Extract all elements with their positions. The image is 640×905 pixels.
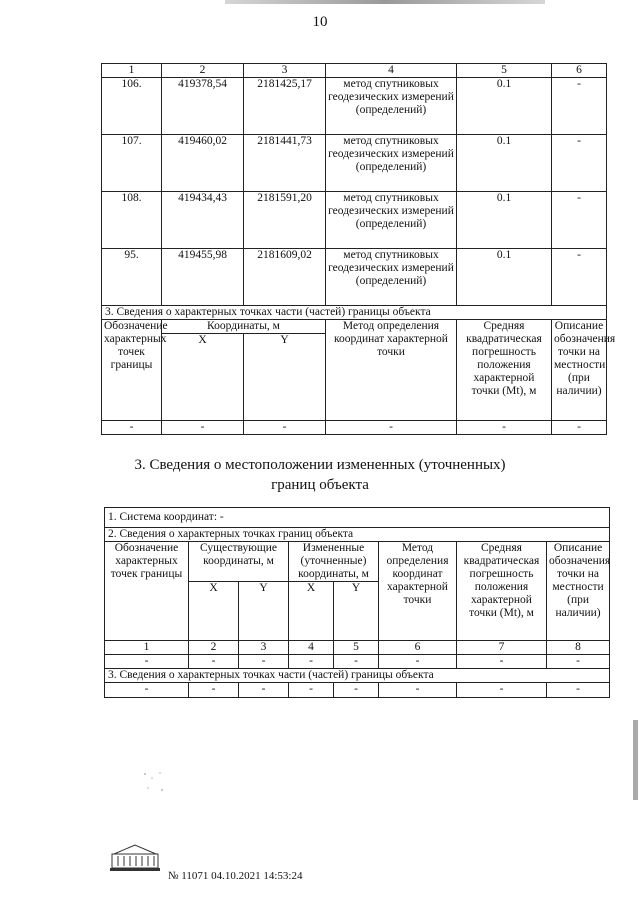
column-numbers-row	[102, 64, 607, 78]
dash-cell: -	[457, 683, 547, 698]
dash-cell: -	[547, 683, 610, 698]
header-row	[102, 320, 607, 334]
scan-edge-right	[633, 720, 638, 800]
mt-value: 0.1	[457, 192, 552, 249]
section-title-row	[105, 528, 610, 542]
dash-cell: -	[162, 421, 244, 435]
desc: -	[552, 78, 607, 135]
x-coord: 419460,02	[162, 135, 244, 192]
dash-cell: -	[289, 655, 334, 669]
method: метод спутниковых геодезических измерений (определений)	[326, 135, 457, 192]
header-coords: Координаты, м	[162, 320, 326, 334]
dash-cell: -	[457, 655, 547, 669]
dash-cell: -	[244, 421, 326, 435]
desc: -	[552, 192, 607, 249]
header-point: Обозначение характерных точек границы	[105, 542, 189, 641]
dash-cell: -	[289, 683, 334, 698]
dash-cell: -	[102, 421, 162, 435]
point-number: 108.	[102, 192, 162, 249]
changed-boundaries-table	[104, 507, 610, 698]
dash-cell: -	[326, 421, 457, 435]
point-number: 95.	[102, 249, 162, 306]
section-title-row	[105, 669, 610, 683]
desc: -	[552, 249, 607, 306]
header-desc: Описание обозначения точки на местности (при наличии)	[552, 320, 607, 421]
point-number: 107.	[102, 135, 162, 192]
header-desc: Описание обозначения точки на местности (при наличии)	[547, 542, 610, 641]
dash-cell: -	[239, 683, 289, 698]
header-x2: X	[289, 582, 334, 641]
x-coord: 419434,43	[162, 192, 244, 249]
x-coord: 419378,54	[162, 78, 244, 135]
table-row	[102, 192, 607, 249]
col-num: 2	[189, 641, 239, 655]
mt-value: 0.1	[457, 135, 552, 192]
dash-cell: -	[105, 683, 189, 698]
dash-cell: -	[457, 421, 552, 435]
mt-value: 0.1	[457, 78, 552, 135]
dash-cell: -	[189, 655, 239, 669]
method: метод спутниковых геодезических измерений (определений)	[326, 192, 457, 249]
page-number: 10	[312, 14, 328, 30]
col-num: 4	[289, 641, 334, 655]
dash-cell: -	[334, 655, 379, 669]
heading-text: 3. Сведения о местоположении измененных (уточненных) границ объекта	[134, 457, 506, 493]
header-row	[105, 542, 610, 582]
dash-cell: -	[379, 655, 457, 669]
header-method: Метод определения координат характерной точки	[326, 320, 457, 421]
header-y2: Y	[334, 582, 379, 641]
header-mt: Средняя квадратическая погрешность положения характерной точки (Mt), м	[457, 542, 547, 641]
col-num: 8	[547, 641, 610, 655]
table-row	[102, 249, 607, 306]
coord-system: 1. Система координат: -	[105, 508, 610, 528]
header-changed: Измененные (уточненные) координаты, м	[289, 542, 379, 582]
col-num: 6	[552, 64, 607, 78]
dash-cell: -	[105, 655, 189, 669]
dash-cell: -	[379, 683, 457, 698]
desc: -	[552, 135, 607, 192]
col-num: 1	[102, 64, 162, 78]
table-row	[105, 683, 610, 698]
col-num: 5	[457, 64, 552, 78]
col-num: 3	[244, 64, 326, 78]
table-row	[102, 135, 607, 192]
col-num: 6	[379, 641, 457, 655]
dash-cell: -	[239, 655, 289, 669]
scan-edge	[225, 0, 545, 4]
header-mt: Средняя квадратическая погрешность положения характерной точки (Mt), м	[457, 320, 552, 421]
col-num: 7	[457, 641, 547, 655]
section-title-row	[102, 306, 607, 320]
col-num: 2	[162, 64, 244, 78]
col-num: 4	[326, 64, 457, 78]
header-method: Метод определения координат характерной точки	[379, 542, 457, 641]
method: метод спутниковых геодезических измерений (определений)	[326, 249, 457, 306]
table-row	[102, 421, 607, 435]
x-coord: 419455,98	[162, 249, 244, 306]
table-row	[105, 655, 610, 669]
header-y1: Y	[239, 582, 289, 641]
building-stamp-icon	[106, 842, 164, 872]
y-coord: 2181441,73	[244, 135, 326, 192]
y-coord: 2181425,17	[244, 78, 326, 135]
mt-value: 0.1	[457, 249, 552, 306]
boundary-points-table	[101, 63, 616, 435]
header-y: Y	[244, 334, 326, 421]
section3-title: 3. Сведения о характерных точках части (частей) границы объекта	[105, 669, 610, 683]
col-num: 1	[105, 641, 189, 655]
col-num: 3	[239, 641, 289, 655]
section2-title: 2. Сведения о характерных точках границ объекта	[105, 528, 610, 542]
table-row	[102, 78, 607, 135]
y-coord: 2181591,20	[244, 192, 326, 249]
header-existing: Существующие координаты, м	[189, 542, 289, 582]
dash-cell: -	[552, 421, 607, 435]
y-coord: 2181609,02	[244, 249, 326, 306]
coord-system-row	[105, 508, 610, 528]
col-num: 5	[334, 641, 379, 655]
scan-specks	[142, 770, 172, 800]
header-x: X	[162, 334, 244, 421]
dash-cell: -	[547, 655, 610, 669]
column-numbers-row	[105, 641, 610, 655]
point-number: 106.	[102, 78, 162, 135]
footer-registration: № 11071 04.10.2021 14:53:24	[168, 870, 303, 882]
section3-title: 3. Сведения о характерных точках части (частей) границы объекта	[102, 306, 607, 320]
header-point: Обозначение характерных точек границы	[102, 320, 162, 421]
header-x1: X	[189, 582, 239, 641]
dash-cell: -	[334, 683, 379, 698]
method: метод спутниковых геодезических измерений (определений)	[326, 78, 457, 135]
section-heading	[0, 455, 640, 495]
dash-cell: -	[189, 683, 239, 698]
